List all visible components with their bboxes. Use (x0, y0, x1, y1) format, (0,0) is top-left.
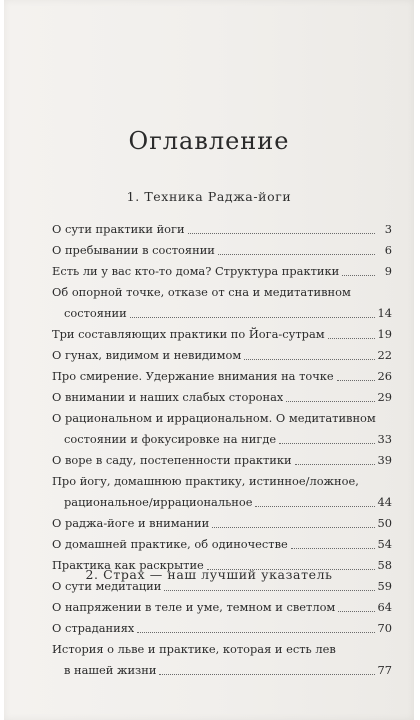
toc-entry-title: состоянии и фокусировке на нигде (64, 432, 277, 446)
toc-entry[interactable] (52, 513, 392, 534)
toc-entry-title: О гунах, видимом и невидимом (52, 348, 242, 362)
toc-entry[interactable] (52, 534, 392, 555)
toc-entry-title: Практика как раскрытие (52, 558, 204, 572)
toc-page-number: 26 (377, 369, 392, 383)
toc-page-number: 59 (377, 579, 392, 593)
toc-entry-title: О страданиях (52, 621, 135, 635)
toc-section-2 (52, 597, 392, 681)
toc-page-number: 22 (377, 348, 392, 362)
dot-leader (137, 632, 374, 633)
toc-entry[interactable] (52, 345, 392, 366)
toc-entry[interactable] (52, 261, 392, 282)
toc-page-number: 77 (377, 663, 392, 677)
page-title: Оглавление (128, 127, 290, 155)
toc-section-1 (52, 219, 392, 597)
toc-entry[interactable] (52, 597, 392, 618)
toc-page-number: 29 (377, 390, 392, 404)
dot-leader (159, 674, 374, 675)
toc-entry-title: О раджа-йоге и внимании (52, 516, 210, 530)
toc-entry-title: Есть ли у вас кто-то дома? Структура практики (52, 264, 340, 278)
book-page (4, 0, 414, 720)
dot-leader (286, 401, 374, 402)
toc-entry[interactable] (52, 450, 392, 471)
dot-leader (244, 359, 374, 360)
toc-entry-title: О сути медитации (52, 579, 162, 593)
toc-entry-title: О напряжении в теле и уме, темном и светлом (52, 600, 336, 614)
section-heading: 2. Страх — наш лучший указатель (85, 567, 333, 582)
toc-page-number: 39 (377, 453, 392, 467)
toc-page-number: 64 (377, 600, 392, 614)
toc-entry[interactable] (52, 618, 392, 639)
toc-entry-title: в нашей жизни (64, 663, 157, 677)
toc-page-number: 44 (377, 495, 392, 509)
toc-entry-title: Про йогу, домашнюю практику, истинное/ложное, (52, 474, 359, 488)
toc-entry-title: Об опорной точке, отказе от сна и медитативном (52, 285, 351, 299)
toc-entry[interactable] (52, 282, 392, 324)
toc-entry-title: О воре в саду, постепенности практики (52, 453, 292, 467)
toc-entry[interactable] (52, 408, 392, 450)
toc-entry-title: История о льве и практике, которая и есть лев (52, 642, 336, 656)
toc-page-number: 70 (377, 621, 392, 635)
toc-page-number: 14 (377, 306, 392, 320)
toc-entry-title: О сути практики йоги (52, 222, 185, 236)
dot-leader (212, 527, 374, 528)
toc-entry-title: Про смирение. Удержание внимания на точке (52, 369, 334, 383)
toc-entry[interactable] (52, 471, 392, 513)
toc-entry[interactable] (52, 219, 392, 240)
dot-leader (342, 275, 375, 276)
toc-page-number: 3 (384, 222, 392, 236)
toc-entry-title: О домашней практике, об одиночестве (52, 537, 288, 551)
dot-leader (337, 380, 375, 381)
toc-entry[interactable] (52, 324, 392, 345)
dot-leader (218, 254, 375, 255)
toc-entry[interactable] (52, 387, 392, 408)
toc-page-number: 33 (377, 432, 392, 446)
toc-entry-title: Три составляющих практики по Йога-сутрам (52, 327, 325, 341)
toc-page-number: 19 (377, 327, 392, 341)
dot-leader (130, 317, 375, 318)
toc-entry[interactable] (52, 240, 392, 261)
toc-entry-title: О внимании и наших слабых сторонах (52, 390, 284, 404)
toc-entry[interactable] (52, 639, 392, 681)
dot-leader (188, 233, 375, 234)
section-heading: 1. Техника Раджа-йоги (126, 189, 292, 204)
dot-leader (291, 548, 375, 549)
dot-leader (295, 464, 375, 465)
dot-leader (338, 611, 374, 612)
toc-page-number: 9 (384, 264, 392, 278)
toc-entry-title: состоянии (64, 306, 127, 320)
dot-leader (328, 338, 375, 339)
toc-entry-title: рациональное/иррациональное (64, 495, 253, 509)
dot-leader (255, 506, 374, 507)
toc-page-number: 6 (384, 243, 392, 257)
toc-entry[interactable] (52, 366, 392, 387)
toc-page-number: 58 (377, 558, 392, 572)
dot-leader (164, 590, 374, 591)
toc-entry-title: О рациональном и иррациональном. О медитативном (52, 411, 376, 425)
toc-page-number: 54 (377, 537, 392, 551)
toc-entry-title: О пребывании в состоянии (52, 243, 215, 257)
dot-leader (279, 443, 374, 444)
toc-page-number: 50 (377, 516, 392, 530)
